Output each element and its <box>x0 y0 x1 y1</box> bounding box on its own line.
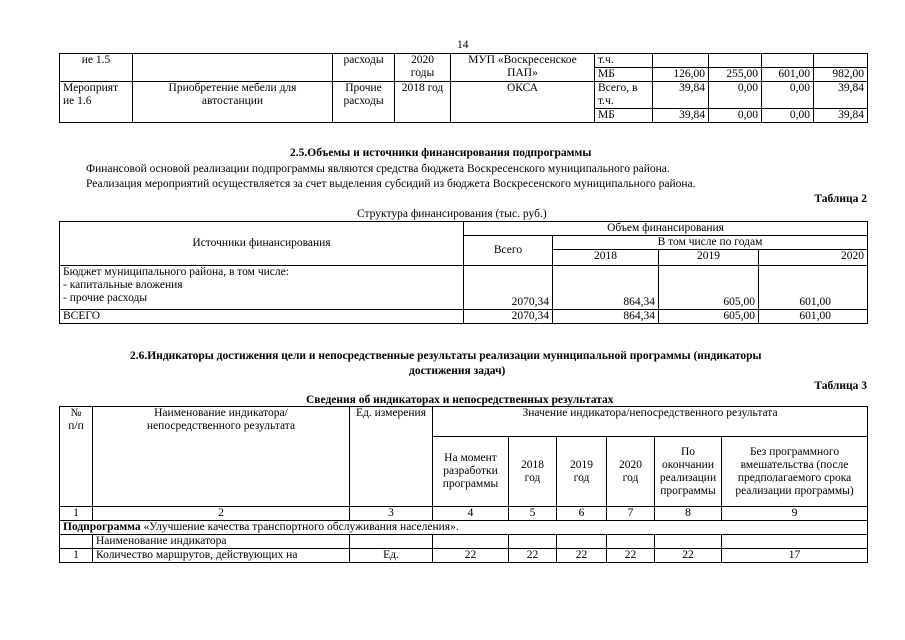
section-heading-cont: достижения задач) <box>409 365 506 377</box>
table-label: Таблица 3 <box>814 380 867 392</box>
source-name: ВСЕГО <box>60 310 464 324</box>
table-caption: Сведения об индикаторах и непосредственных результатах <box>306 394 614 406</box>
value-cell: 39,84 <box>814 109 868 123</box>
page-number: 14 <box>457 39 469 51</box>
value-cell: 22 <box>607 549 655 563</box>
activity-number: ие 1.5 <box>60 54 133 82</box>
header-year: 2019 <box>659 250 759 266</box>
table-row <box>60 266 868 310</box>
value-cell: 605,00 <box>659 310 759 324</box>
empty-cell <box>607 535 655 549</box>
header-total: Всего <box>464 236 553 266</box>
header-num: № п/п <box>60 407 93 507</box>
col-number: 7 <box>607 507 655 521</box>
value-cell: 0,00 <box>762 82 814 109</box>
subprogram-row <box>60 521 868 535</box>
indicator-label: Наименование индикатора <box>93 535 350 549</box>
col-number: 6 <box>557 507 607 521</box>
header-by-years: В том числе по годам <box>553 236 868 250</box>
header-name: Наименование индикатора/ непосредственного результата <box>93 407 350 507</box>
value-cell: 0,00 <box>709 109 762 123</box>
value-cell: 605,00 <box>659 266 759 310</box>
empty-cell <box>722 535 868 549</box>
value-cell: 0,00 <box>762 109 814 123</box>
table-row <box>60 549 868 563</box>
table-row <box>60 535 868 549</box>
header-col: На момент разработки программы <box>433 437 509 507</box>
empty-cell <box>557 535 607 549</box>
value-cell: 0,00 <box>709 82 762 109</box>
col-number: 1 <box>60 507 93 521</box>
value-cell: 601,00 <box>762 68 814 82</box>
col-number: 8 <box>655 507 722 521</box>
activity-name: Приобретение мебели для автостанции <box>133 82 333 123</box>
table-row <box>60 54 868 68</box>
col-number: 9 <box>722 507 868 521</box>
period: 2018 год <box>395 82 451 123</box>
value-cell: 22 <box>557 549 607 563</box>
value-cell <box>762 54 814 68</box>
unit-cell: Ед. <box>350 549 433 563</box>
paragraph: Финансовой основой реализации подпрограммы являются средства бюджета Воскресенского муниципального района. <box>86 163 670 175</box>
col-number: 4 <box>433 507 509 521</box>
header-col: Без программного вмешательства (после предполагаемого срока реализации программы) <box>722 437 868 507</box>
value-cell <box>814 54 868 68</box>
value-cell: 17 <box>722 549 868 563</box>
table-row <box>60 507 868 521</box>
table-caption: Структура финансирования (тыс. руб.) <box>357 208 547 220</box>
header-col: По окончании реализации программы <box>655 437 722 507</box>
value-cell: 2070,34 <box>464 266 553 310</box>
header-col: 2018 год <box>509 437 557 507</box>
indicator-name: Количество маршрутов, действующих на <box>93 549 350 563</box>
funding-source: МБ <box>595 68 653 82</box>
funding-source: т.ч. <box>595 54 653 68</box>
top-table <box>59 53 868 123</box>
empty-cell <box>60 535 93 549</box>
value-cell: 39,84 <box>814 82 868 109</box>
empty-cell <box>509 535 557 549</box>
table-row <box>60 82 868 109</box>
value-cell: 982,00 <box>814 68 868 82</box>
subprogram-title: «Улучшение качества транспортного обслуживания населения». <box>140 521 459 533</box>
table-row <box>60 407 868 437</box>
funding-source: Всего, в т.ч. <box>595 82 653 109</box>
table-row <box>60 310 868 324</box>
header-unit: Ед. измерения <box>350 407 433 507</box>
executor: МУП «Воскресенское ПАП» <box>451 54 595 82</box>
value-cell: 22 <box>509 549 557 563</box>
value-cell: 126,00 <box>653 68 709 82</box>
value-cell: 39,84 <box>653 82 709 109</box>
row-number: 1 <box>60 549 93 563</box>
value-cell: 255,00 <box>709 68 762 82</box>
empty-cell <box>350 535 433 549</box>
empty-cell <box>433 535 509 549</box>
paragraph: Реализация мероприятий осуществляется за счет выделения субсидий из бюджета Воскресенского муниципального района. <box>86 178 696 190</box>
col-number: 3 <box>350 507 433 521</box>
value-cell <box>709 54 762 68</box>
header-year: 2020 <box>759 250 868 266</box>
header-col: 2019 год <box>557 437 607 507</box>
section-heading: 2.6.Индикаторы достижения цели и непосредственные результаты реализации муниципальной программы (индикаторы <box>130 350 762 362</box>
value-cell: 601,00 <box>759 310 868 324</box>
subprogram-label: Подпрограмма <box>63 521 141 533</box>
table-row <box>60 222 868 236</box>
value-cell: 864,34 <box>553 310 659 324</box>
header-year: 2018 <box>553 250 659 266</box>
financing-table <box>59 221 868 324</box>
section-heading: 2.5.Объемы и источники финансирования подпрограммы <box>290 147 592 159</box>
header-volume: Объем финансирования <box>464 222 868 236</box>
activity-name <box>133 54 333 82</box>
col-number: 5 <box>509 507 557 521</box>
header-value: Значение индикатора/непосредственного результата <box>433 407 868 437</box>
expense-type: Прочие расходы <box>333 82 395 123</box>
header-col: 2020 год <box>607 437 655 507</box>
period: 2020 годы <box>395 54 451 82</box>
value-cell: 2070,34 <box>464 310 553 324</box>
table-row <box>60 521 868 535</box>
table-label: Таблица 2 <box>814 193 867 205</box>
source-name: Бюджет муниципального района, в том числе: - капитальные вложения - прочие расходы <box>60 266 464 310</box>
col-number: 2 <box>93 507 350 521</box>
value-cell: 22 <box>433 549 509 563</box>
value-cell: 39,84 <box>653 109 709 123</box>
value-cell: 864,34 <box>553 266 659 310</box>
activity-number: Мероприят ие 1.6 <box>60 82 133 123</box>
expense-type: расходы <box>333 54 395 82</box>
funding-source: МБ <box>595 109 653 123</box>
empty-cell <box>655 535 722 549</box>
value-cell: 601,00 <box>759 266 868 310</box>
header-sources: Источники финансирования <box>60 222 464 266</box>
value-cell: 22 <box>655 549 722 563</box>
value-cell <box>653 54 709 68</box>
indicators-table <box>59 406 868 563</box>
executor: ОКСА <box>451 82 595 123</box>
